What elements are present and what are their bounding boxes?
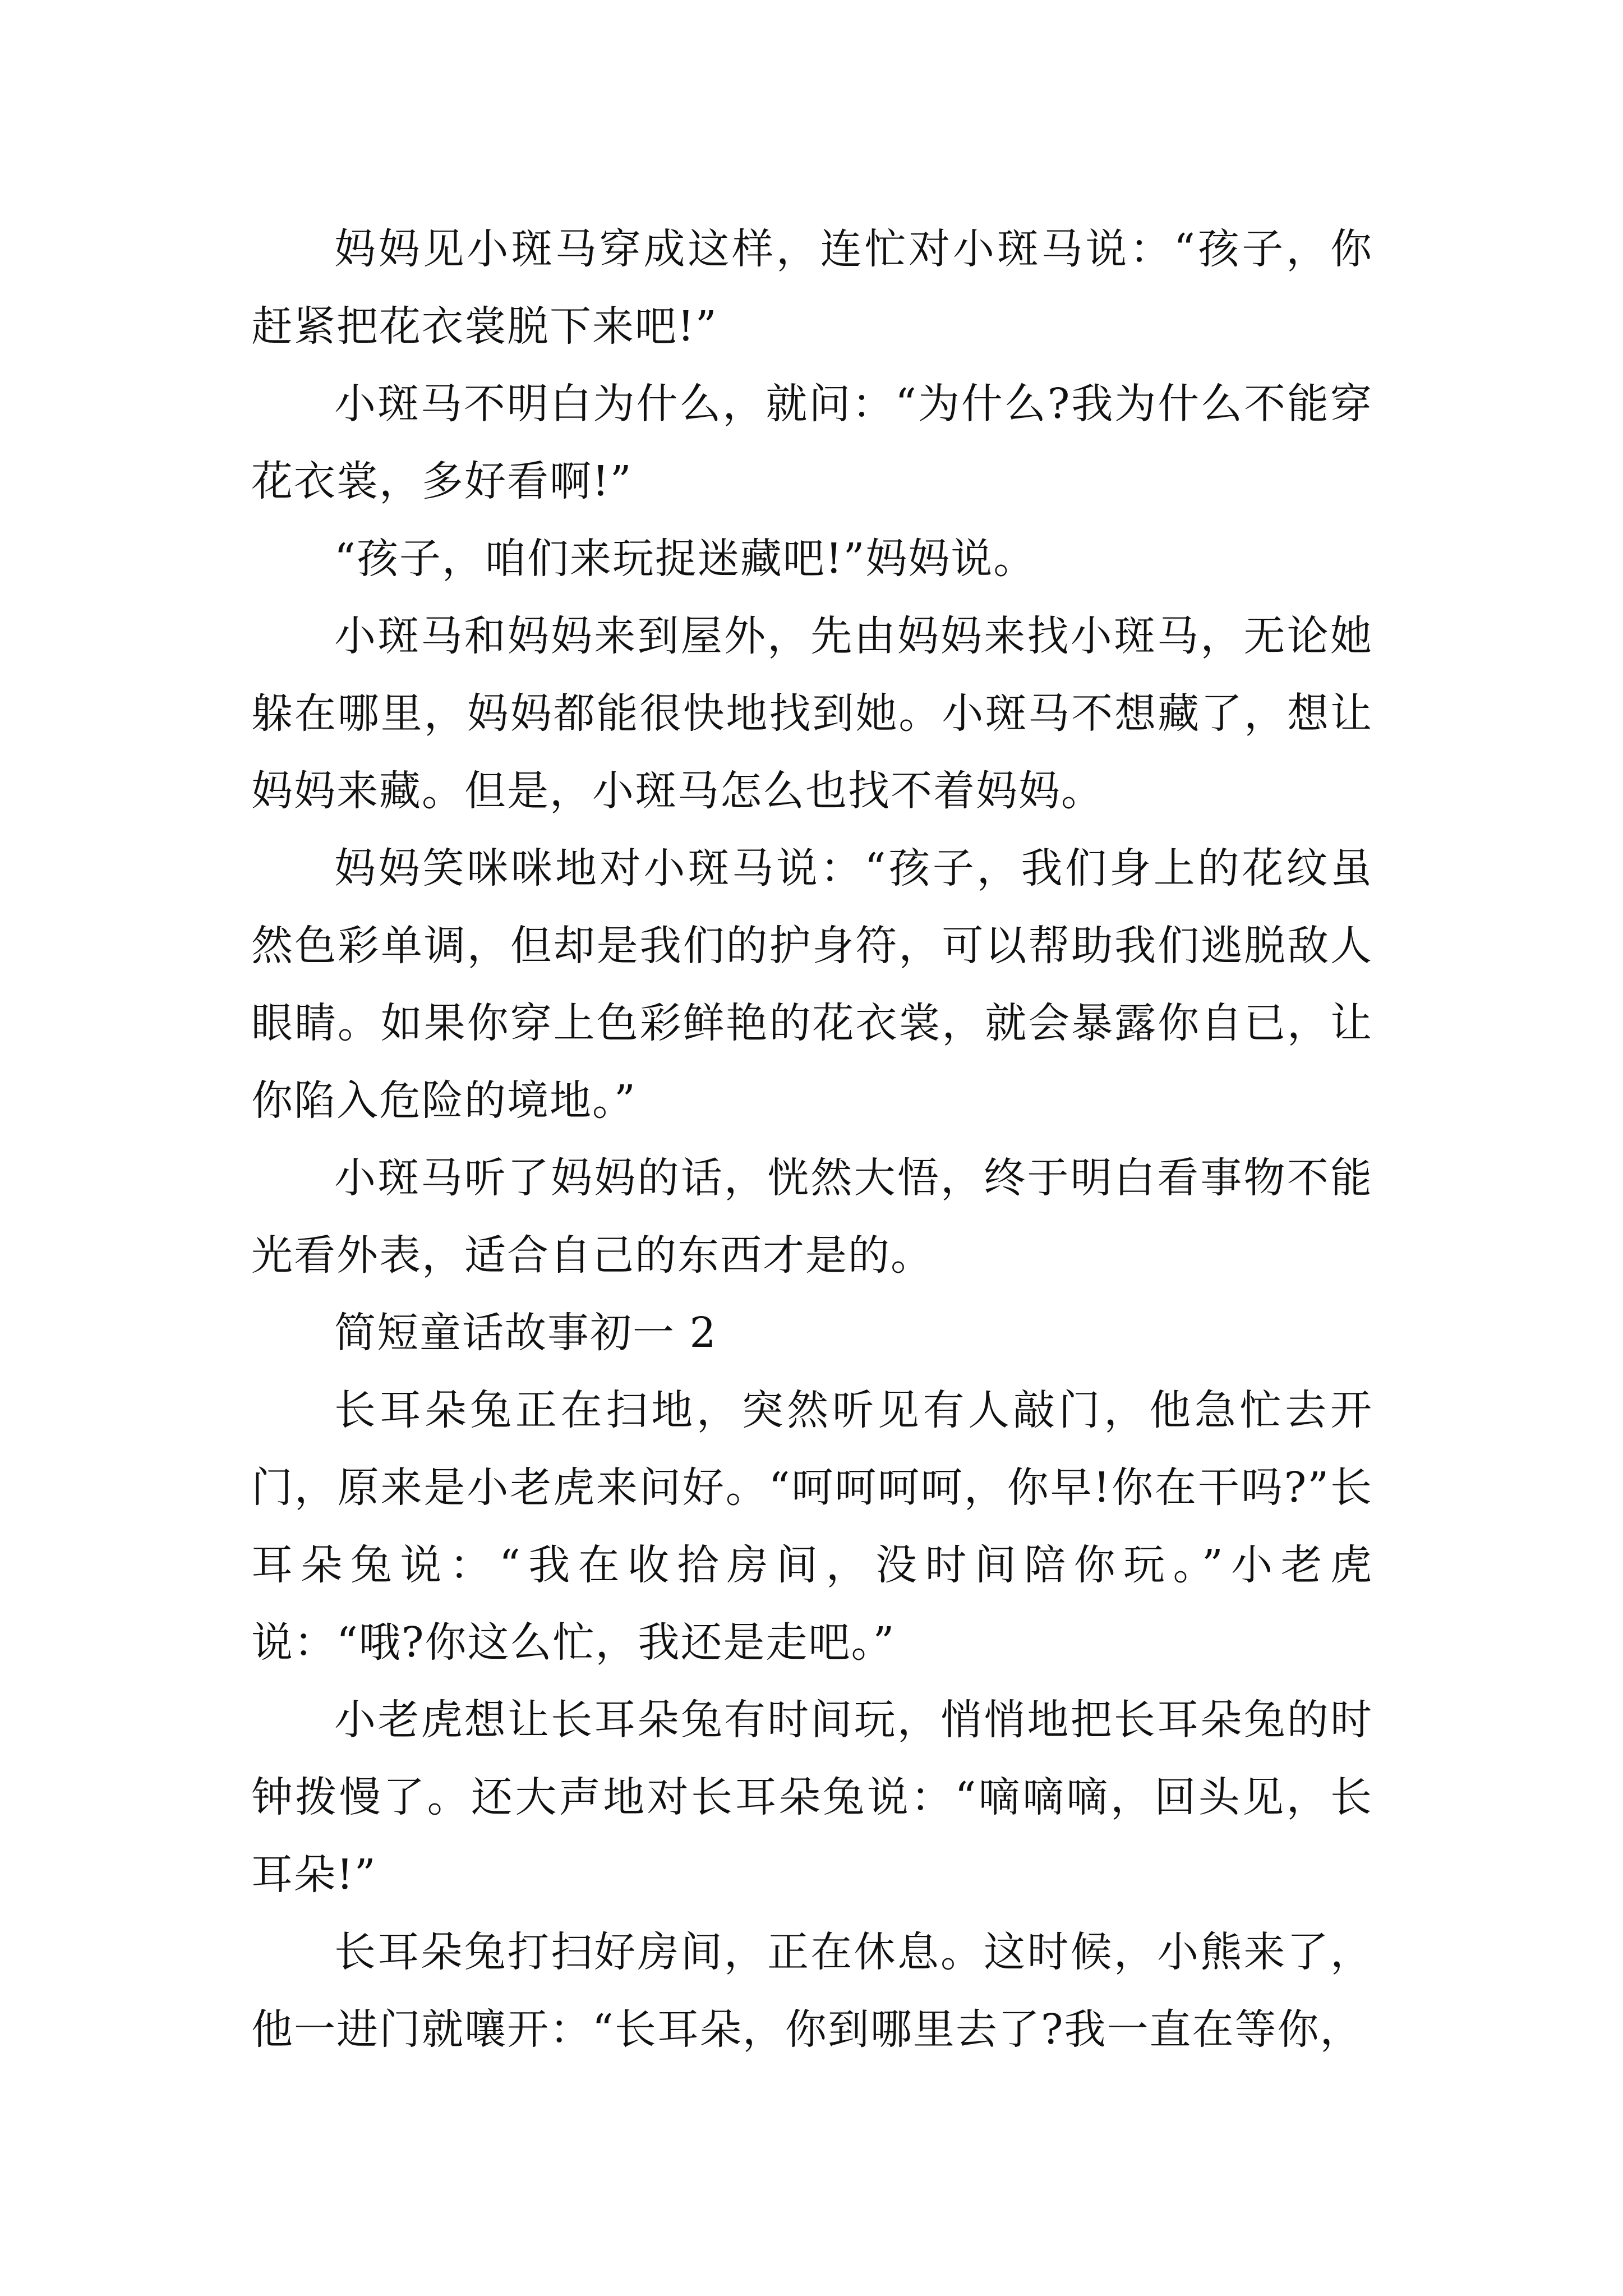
document-body [251,210,1373,2068]
paragraph-2: 小斑马不明白为什么，就问：“为什么?我为什么不能穿花衣裳，多好看啊!” [251,380,1373,505]
paragraph-6: 小斑马听了妈妈的话，恍然大悟，终于明白看事物不能光看外表，适合自己的东西才是的。 [251,1154,1373,1280]
section-heading: 简短童话故事初一 2 [334,1309,717,1357]
paragraph-4: 小斑马和妈妈来到屋外，先由妈妈来找小斑马，无论她躲在哪里，妈妈都能很快地找到她。小斑马不想藏了，想让妈妈来藏。但是，小斑马怎么也找不着妈妈。 [251,612,1373,815]
paragraph-7: 长耳朵兔正在扫地，突然听见有人敲门，他急忙去开门，原来是小老虎来问好。“呵呵呵呵，你早!你在干吗?”长耳朵兔说：“我在收拾房间，没时间陪你玩。”小老虎说：“哦?你这么忙，我还是走吧。” [251,1386,1373,1667]
paragraph-3: “孩子，咱们来玩捉迷藏吧!”妈妈说。 [334,535,1036,583]
paragraph-9: 长耳朵兔打扫好房间，正在休息。这时候，小熊来了，他一进门就嚷开：“长耳朵，你到哪里去了?我一直在等你， [251,1928,1373,2054]
paragraph-5: 妈妈笑咪咪地对小斑马说：“孩子，我们身上的花纹虽然色彩单调，但却是我们的护身符，可以帮助我们逃脱敌人眼睛。如果你穿上色彩鲜艳的花衣裳，就会暴露你自已，让你陷入危险的境地。” [251,844,1373,1125]
paragraph-8: 小老虎想让长耳朵兔有时间玩，悄悄地把长耳朵兔的时钟拨慢了。还大声地对长耳朵兔说：“嘀嘀嘀，回头见，长耳朵!” [251,1696,1373,1899]
paragraph-1: 妈妈见小斑马穿成这样，连忙对小斑马说：“孩子，你赶紧把花衣裳脱下来吧!” [251,225,1373,351]
